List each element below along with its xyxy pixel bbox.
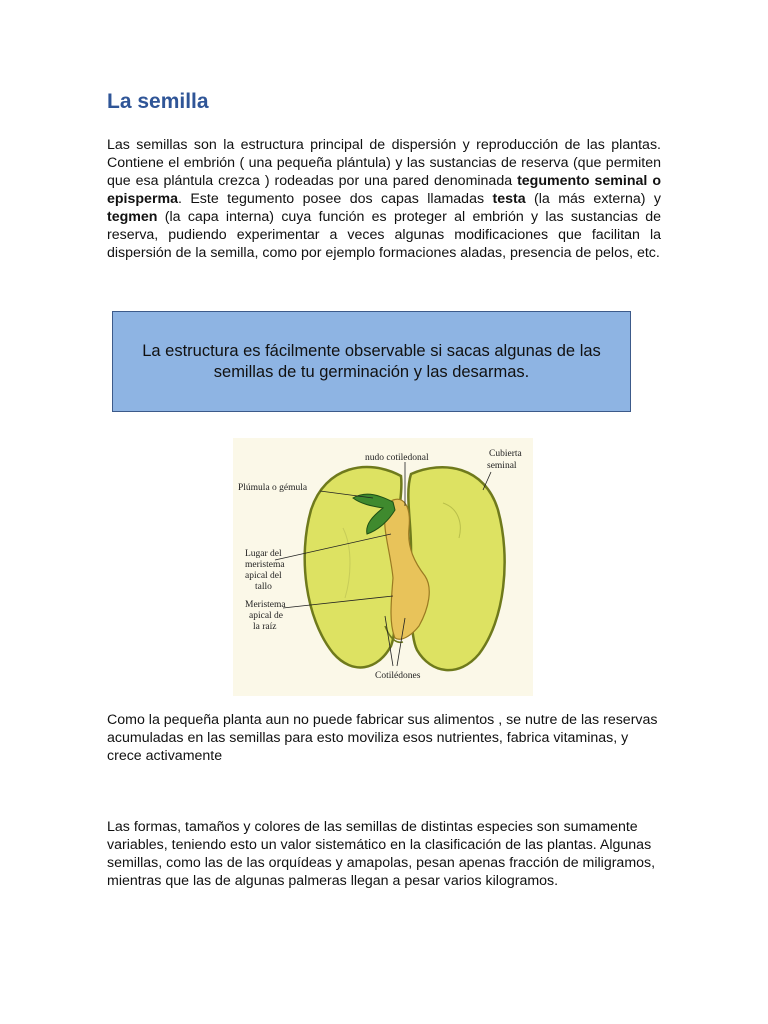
- label-lugar-4: tallo: [255, 582, 272, 592]
- variety-paragraph: Las formas, tamaños y colores de las semillas de distintas especies son sumamente variables, teniendo esto un valor sistemático en la clasificación de las plantas. Algunas semillas, como las de las orquídeas y amapolas, pesan apenas fracción de miligramos, mientras que las de algunas palmeras llegan a pesar varios kilogramos.: [107, 819, 656, 889]
- seed-diagram: [233, 438, 533, 696]
- intro-text-2: . Este tegumento posee dos capas llamadas: [177, 191, 493, 207]
- intro-text-4: (la capa interna) cuya función es proteger al embrión y las sustancias de reserva, pudiendo experimentar a veces algunas modificaciones que facilitan la dispersión de la semilla, como por ejemplo formaciones aladas, presencia de pelos, etc.: [107, 209, 661, 261]
- intro-paragraph: [107, 136, 661, 262]
- label-lugar-2: meristema: [245, 560, 285, 570]
- label-plumula: Plúmula o gémula: [238, 483, 308, 493]
- intro-text-1: Las semillas son la estructura principal de dispersión y reproducción de las plantas. Contiene el embrión ( una pequeña plántula) y las sustancias de reserva (que permiten que esa plántula crezca ) rodeadas por una pared denominada: [107, 137, 661, 189]
- nutrition-paragraph: Como la pequeña planta aun no puede fabricar sus alimentos , se nutre de las reservas acumuladas en las semillas para esto moviliza esos nutrientes, fabrica vitaminas, y crece activamente: [107, 712, 658, 764]
- label-meristema-3: la raíz: [253, 622, 277, 632]
- label-lugar-1: Lugar del: [245, 549, 282, 559]
- label-lugar-3: apical del: [245, 571, 282, 581]
- callout-text: La estructura es fácilmente observable si sacas algunas de las semillas de tu germinación y las desarmas.: [142, 341, 601, 381]
- intro-bold-tegmen: tegmen: [107, 209, 158, 225]
- intro-bold-testa: testa: [492, 191, 526, 207]
- intro-bold-tegumento: tegumento seminal o episperma: [107, 173, 661, 207]
- label-meristema-1: Meristema: [245, 600, 286, 610]
- intro-text-3: (la más externa) y: [525, 191, 661, 207]
- page-title: La semilla: [107, 90, 209, 113]
- callout-box: [112, 311, 631, 412]
- label-nudo-cotiledonal: nudo cotiledonal: [365, 453, 429, 463]
- label-meristema-2: apical de: [249, 611, 284, 621]
- label-cubierta-1: Cubierta: [489, 449, 522, 459]
- label-cotiledones: Cotilédones: [375, 671, 421, 681]
- label-cubierta-2: seminal: [487, 461, 517, 471]
